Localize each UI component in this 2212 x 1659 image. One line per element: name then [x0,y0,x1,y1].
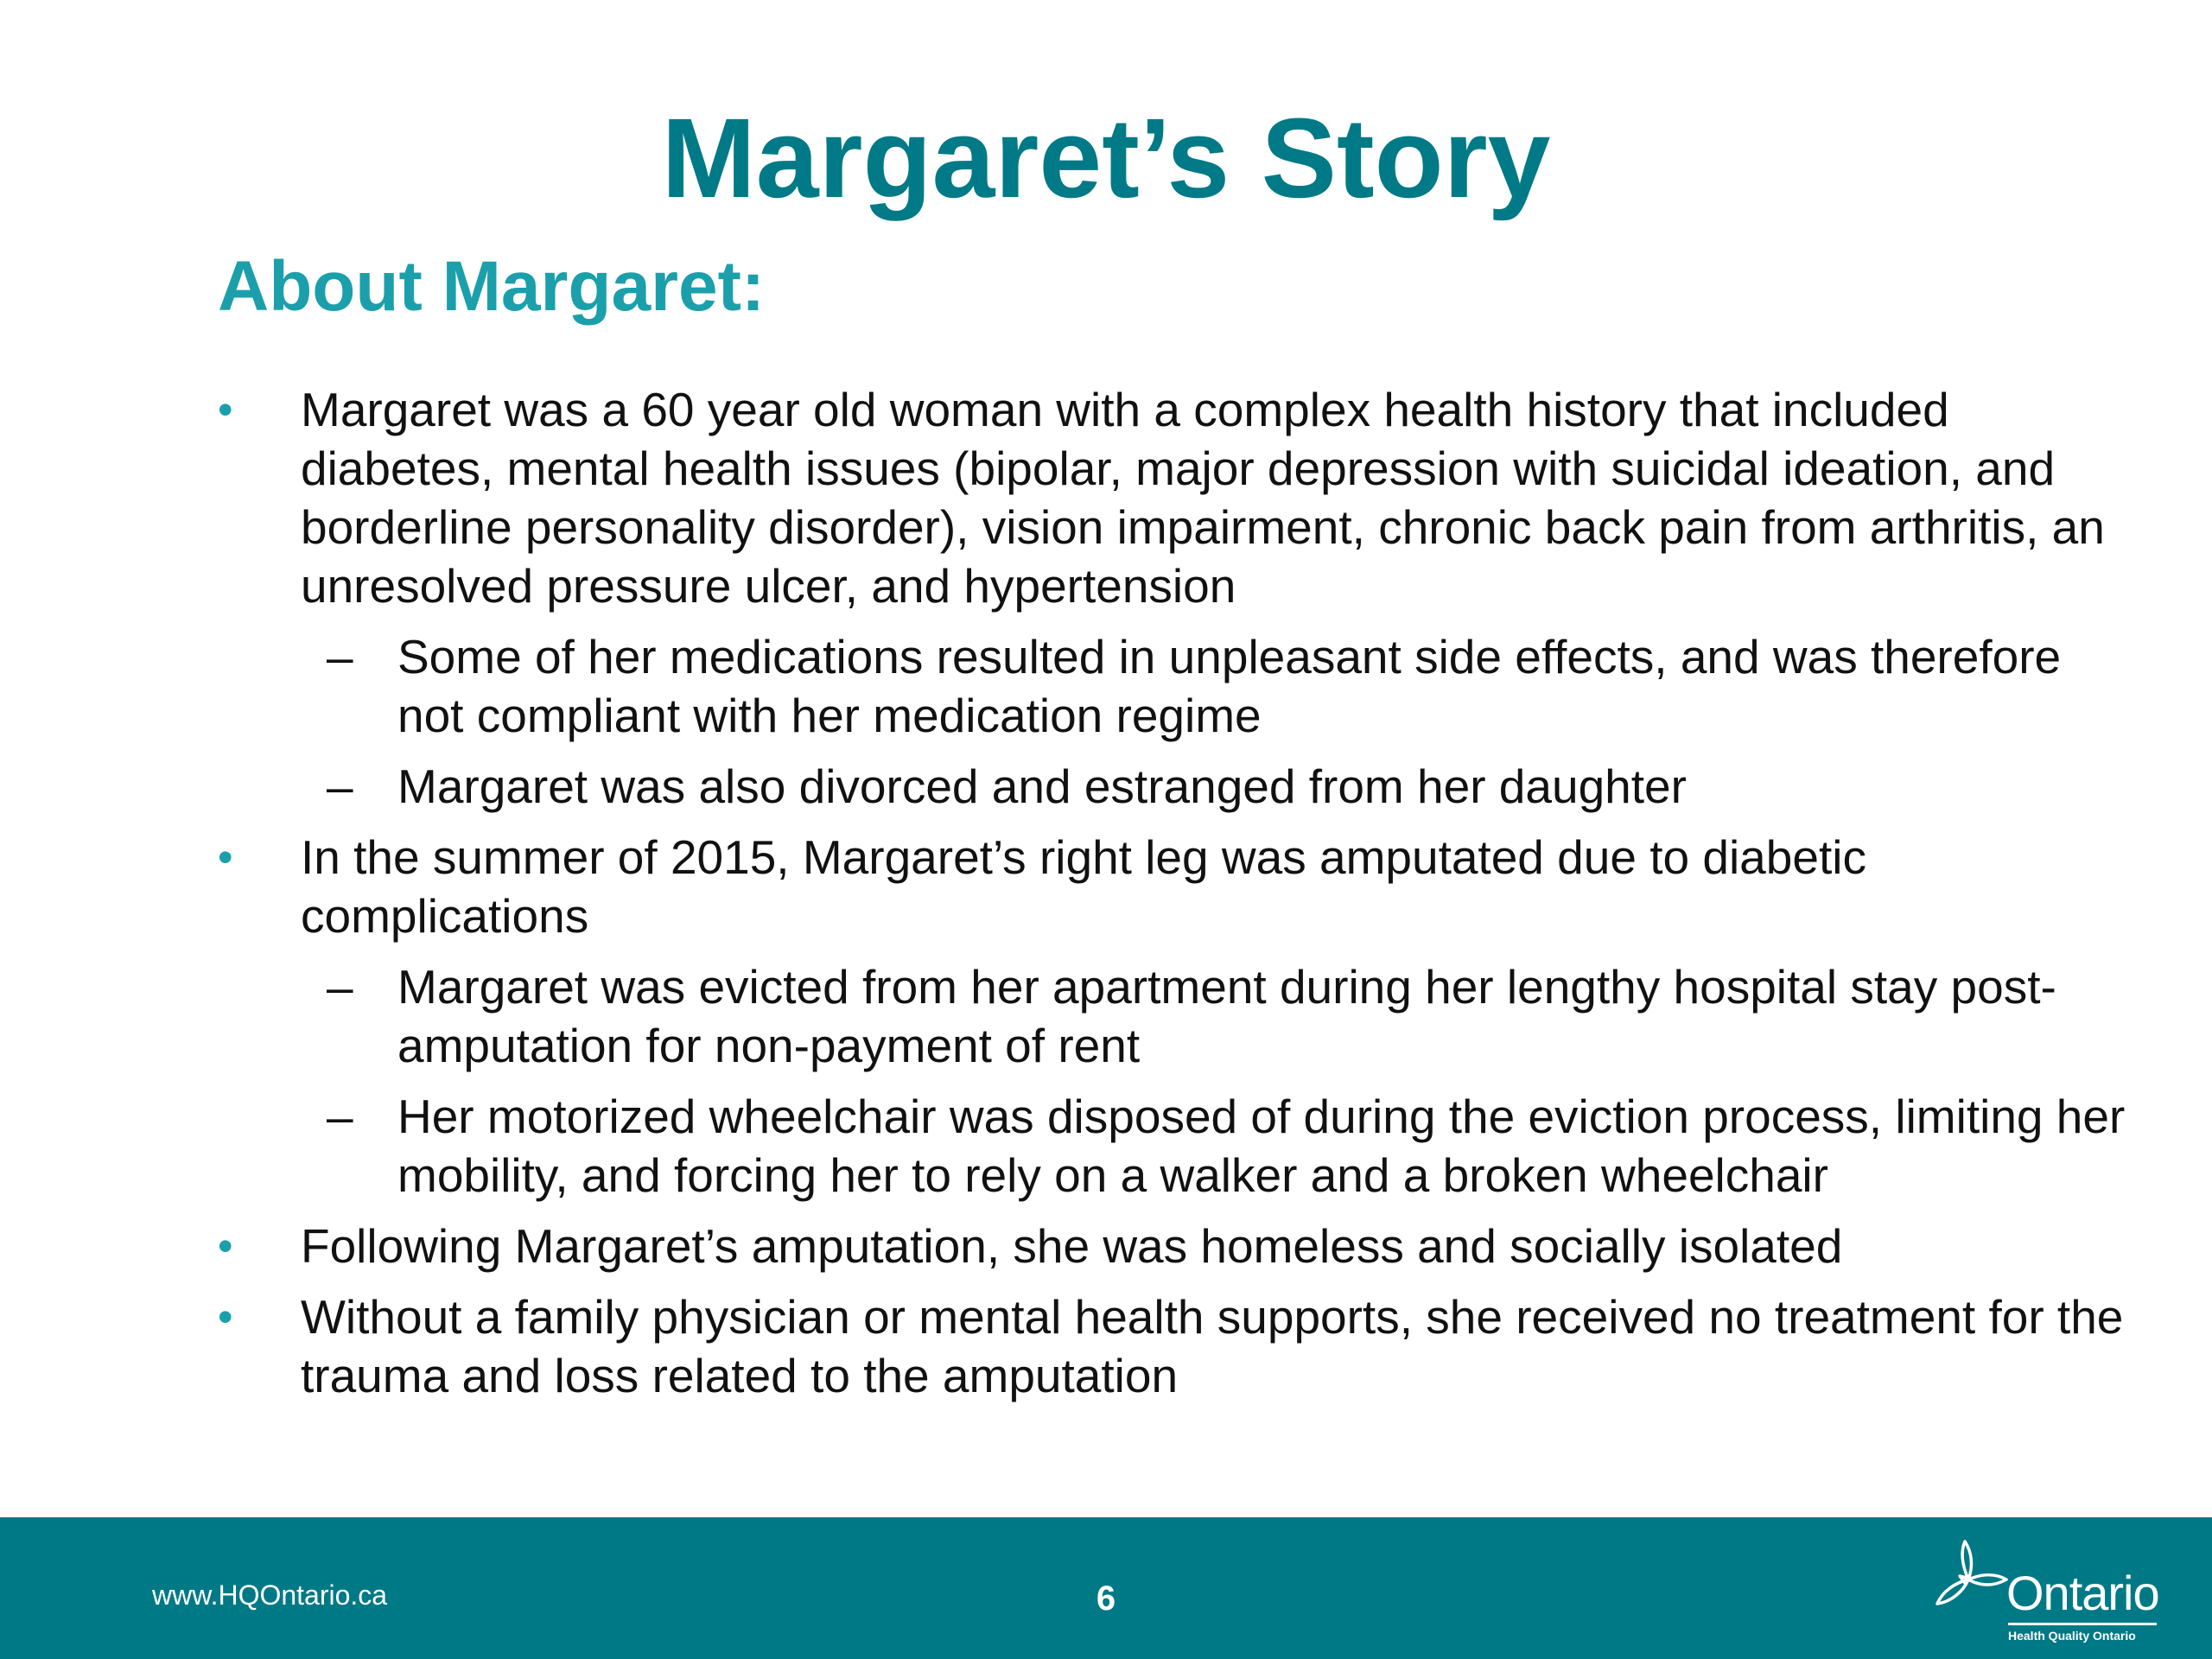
logo-wordmark: Ontario [2006,1566,2159,1620]
sub-bullet-text: Margaret was also divorced and estranged from her daughter [397,760,1687,813]
sub-bullet-item [0,957,2126,1075]
logo-tagline: Health Quality Ontario [2008,1629,2136,1643]
sub-bullet-item [0,1087,2126,1205]
bullet-text: Without a family physician or mental health supports, she received no treatment for the trauma and loss related to the amputation [301,1290,2124,1402]
ontario-logo [1925,1538,2167,1645]
bullet-marker: • [218,1293,233,1341]
dash-marker: – [327,1090,353,1143]
bullet-item [0,1217,2124,1275]
dash-marker: – [327,760,353,813]
logo-divider [2008,1623,2157,1625]
sub-bullet-text: Margaret was evicted from her apartment during her lengthy hospital stay post-amputation for non-payment of rent [397,960,2056,1072]
bullet-marker: • [218,833,233,881]
page-number: 6 [1096,1580,1116,1618]
sub-bullet-item [0,757,2126,816]
footer-bar [0,1517,2212,1659]
section-subtitle: About Margaret: [218,247,766,326]
bullet-item [0,828,2124,945]
bullet-list [0,380,2212,1417]
trillium-icon [1925,1538,2012,1624]
bullet-item [0,380,2124,615]
bullet-text: Margaret was a 60 year old woman with a complex health history that included diabetes, mental health issues (bipolar, major depression with suicidal ideation, and borderline personality disorder), vision impairment, chronic back pain from arthritis, an unresolved pressure ulcer, and hypertension [301,383,2105,613]
bullet-marker: • [218,1222,233,1270]
slide-title: Margaret’s Story [661,94,1551,221]
sub-bullet-text: Some of her medications resulted in unpleasant side effects, and was therefore not compliant with her medication regime [397,630,2062,742]
bullet-text: In the summer of 2015, Margaret’s right leg was amputated due to diabetic complications [301,830,1866,943]
website-link[interactable]: www.HQOntario.ca [152,1580,388,1611]
bullet-marker: • [218,385,233,434]
sub-bullet-text: Her motorized wheelchair was disposed of during the eviction process, limiting her mobility, and forcing her to rely on a walker and a broken wheelchair [397,1090,2126,1202]
sub-bullet-item [0,627,2126,745]
bullet-item [0,1287,2124,1405]
bullet-text: Following Margaret’s amputation, she was homeless and socially isolated [301,1219,1843,1273]
dash-marker: – [327,630,353,683]
dash-marker: – [327,960,353,1014]
